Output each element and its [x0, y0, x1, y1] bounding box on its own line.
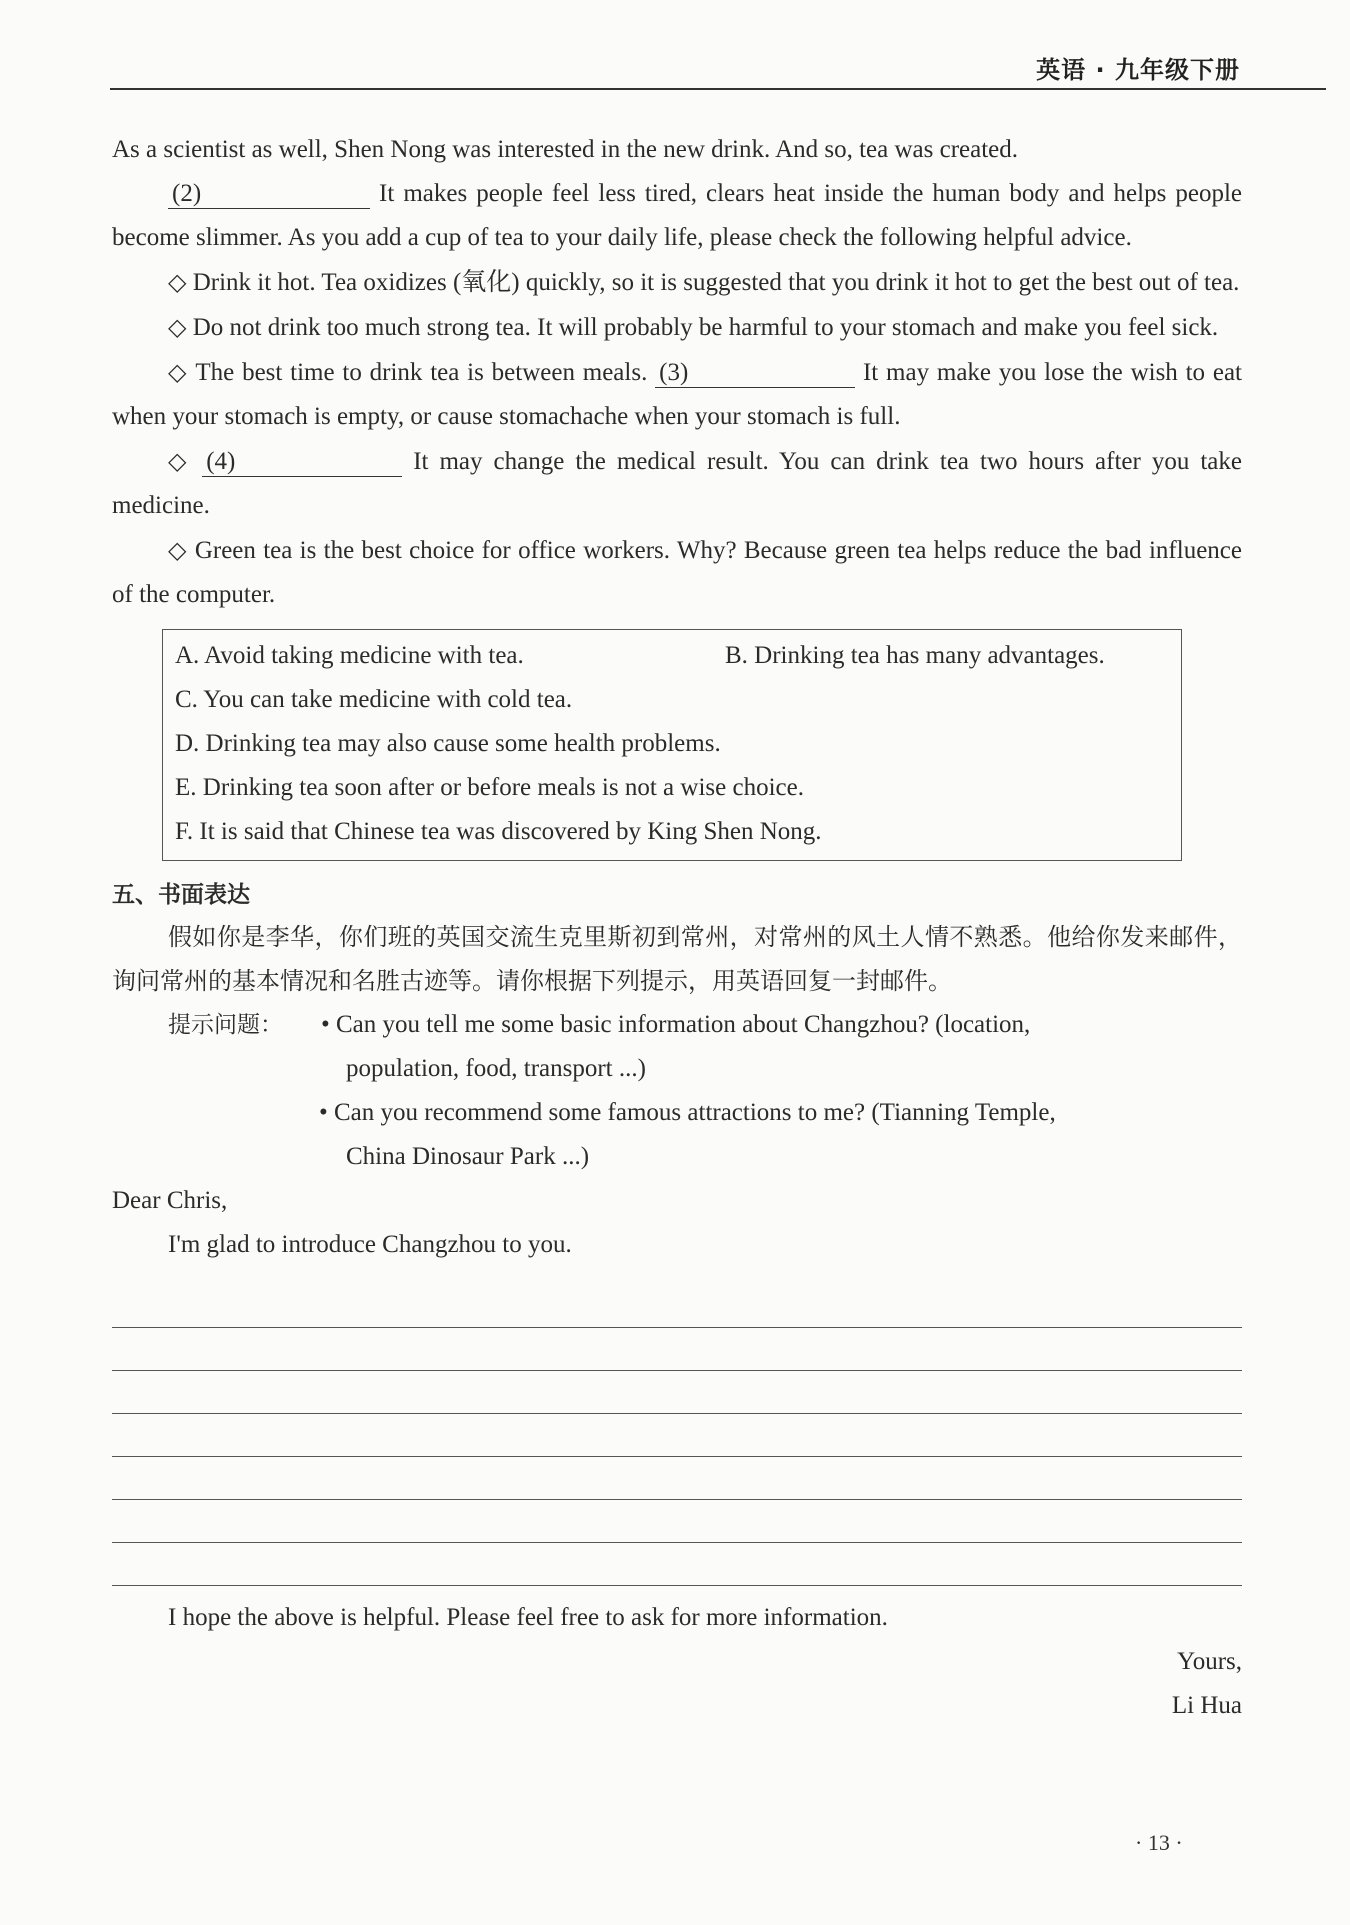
writing-area[interactable]	[112, 1285, 1242, 1586]
passage-paragraph-2	[112, 172, 1242, 260]
tip-4	[112, 439, 1242, 528]
blank-2-label: (2)	[172, 180, 202, 207]
diamond-icon: ◇	[168, 268, 187, 296]
writing-line[interactable]	[112, 1457, 1242, 1500]
diamond-icon: ◇	[168, 358, 189, 386]
answer-blank-3[interactable]	[655, 359, 855, 388]
prompt-bullet-1: • Can you tell me some basic information about Changzhou? (location,	[321, 1011, 1031, 1038]
option-e: E. Drinking tea soon after or before meals is not a wise choice.	[175, 774, 804, 801]
header-title: 英语 · 九年级下册	[1036, 56, 1240, 84]
options-row-ab	[175, 634, 1171, 678]
letter-opening: I'm glad to introduce Changzhou to you.	[168, 1231, 572, 1258]
option-a: A. Avoid taking medicine with tea.	[175, 642, 524, 669]
tip-3-text-before: The best time to drink tea is between meals.	[195, 359, 648, 386]
writing-line[interactable]	[112, 1543, 1242, 1586]
main-content	[112, 128, 1242, 1728]
paragraph-2-text: It makes people feel less tired, clears heat inside the human body and helps people become slimmer. As you add a cup of tea to your daily life, please check the following helpful advice.	[112, 180, 1242, 251]
blank-4-label: (4)	[206, 448, 236, 475]
prompt-label: 提示问题：	[168, 1012, 283, 1038]
tip-1	[112, 260, 1242, 305]
answer-blank-2[interactable]	[168, 180, 370, 209]
option-f: F. It is said that Chinese tea was discovered by King Shen Nong.	[175, 818, 822, 845]
diamond-icon: ◇	[168, 536, 188, 564]
prompt-bullet-1-cont: population, food, transport ...)	[346, 1055, 646, 1082]
writing-line[interactable]	[112, 1285, 1242, 1328]
diamond-icon: ◇	[168, 447, 192, 475]
tip-2	[112, 305, 1242, 350]
letter-closing: I hope the above is helpful. Please feel free to ask for more information.	[168, 1604, 888, 1631]
section-title: 五、书面表达	[112, 882, 250, 908]
option-b: B. Drinking tea has many advantages.	[725, 642, 1105, 669]
page-number: · 13 ·	[1135, 1830, 1183, 1855]
answer-blank-4[interactable]	[202, 448, 402, 477]
tip-5-text: Green tea is the best choice for office workers. Why? Because green tea helps reduce the bad influence of the computer.	[112, 537, 1242, 608]
writing-line[interactable]	[112, 1414, 1242, 1457]
tip-5	[112, 528, 1242, 617]
option-d: D. Drinking tea may also cause some health problems.	[175, 730, 721, 757]
letter-greeting: Dear Chris,	[112, 1187, 228, 1214]
tip-3-text-after: It may make you lose the wish to eat when your stomach is empty, or cause stomachache when your stomach is full.	[112, 359, 1243, 430]
prompt-row-1	[112, 1003, 1242, 1047]
letter-signature: Li Hua	[1171, 1692, 1242, 1719]
tip-1-text: Drink it hot. Tea oxidizes (氧化) quickly, so it is suggested that you drink it hot to get the best out of tea.	[192, 269, 1240, 296]
passage-line-1: As a scientist as well, Shen Nong was interested in the new drink. And so, tea was created.	[112, 136, 1019, 163]
diamond-icon: ◇	[168, 313, 187, 341]
page-header	[0, 0, 1350, 92]
options-box	[162, 629, 1182, 861]
header-rule	[110, 88, 1326, 90]
blank-3-label: (3)	[659, 359, 689, 386]
writing-line[interactable]	[112, 1500, 1242, 1543]
tip-3	[112, 350, 1242, 439]
prompt-bullet-2: • Can you recommend some famous attractions to me? (Tianning Temple,	[319, 1099, 1056, 1126]
option-c: C. You can take medicine with cold tea.	[175, 686, 573, 713]
writing-line[interactable]	[112, 1328, 1242, 1371]
tip-4-text: It may change the medical result. You can drink tea two hours after you take medicine.	[112, 448, 1242, 519]
writing-line[interactable]	[112, 1371, 1242, 1414]
letter-signoff: Yours,	[1177, 1648, 1242, 1675]
tip-2-text: Do not drink too much strong tea. It will probably be harmful to your stomach and make you feel sick.	[192, 314, 1219, 341]
writing-instruction: 假如你是李华，你们班的英国交流生克里斯初到常州，对常州的风土人情不熟悉。他给你发来邮件，询问常州的基本情况和名胜古迹等。请你根据下列提示，用英语回复一封邮件。	[112, 923, 1242, 995]
prompt-bullet-2-cont: China Dinosaur Park ...)	[346, 1143, 590, 1170]
